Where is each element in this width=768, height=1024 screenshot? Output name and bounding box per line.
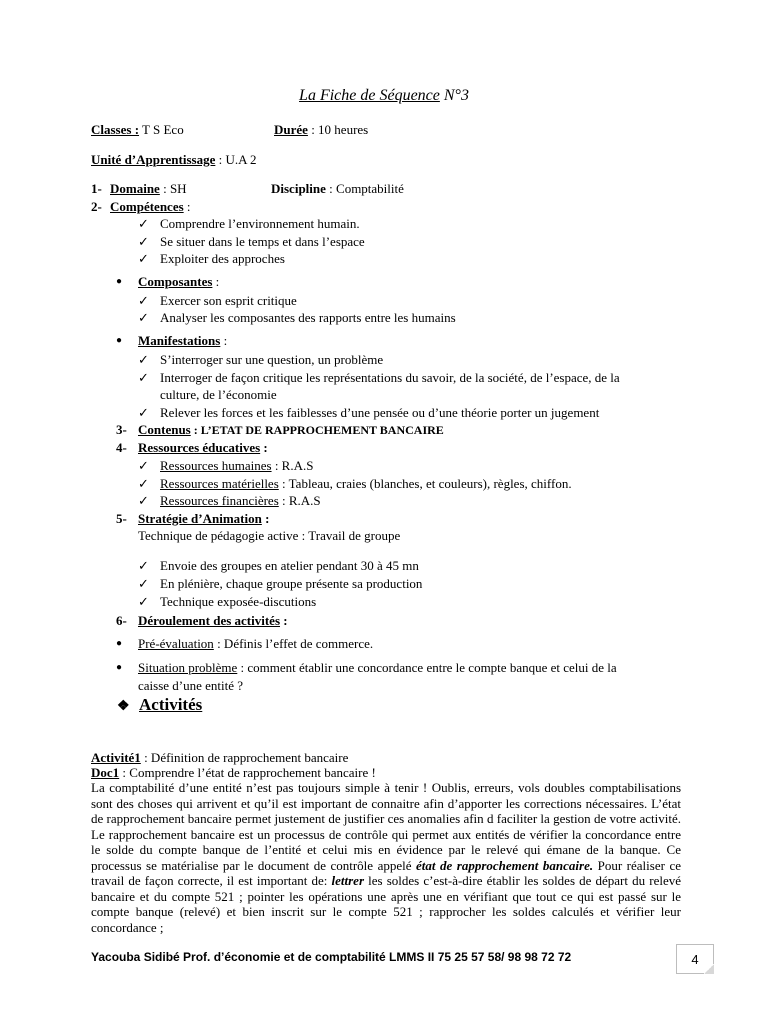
composantes-heading: ● Composantes : xyxy=(116,274,220,289)
page-curl-icon xyxy=(704,964,714,974)
strategie-item: ✓ Envoie des groupes en atelier pendant 30 à 45 mn xyxy=(138,558,419,573)
manifestations-heading: ● Manifestations : xyxy=(116,333,228,348)
section-4-heading: 4- Ressources éducatives : xyxy=(116,440,268,455)
strategie-item: ✓ Technique exposée-discutions xyxy=(138,594,317,609)
pre-evaluation-line: ● Pré-évaluation : Définis l’effet de commerce. xyxy=(116,636,374,651)
doc1-paragraph: La comptabilité d’une entité n’est pas toujours simple à tenir ! Oublis, erreurs, vols doubles comptabilisations sont des choses qui arrivent et qu’il est important de connaitre afin d’apporter les corrections nécessaires. L’état de rapprochement bancaire permet justement de justifier ces anomalies afin d faciliter la gestion de votre activité. Le rapprochement bancaire est un processus de contrôle qui permet aux entités de vérifier la concordance entre le solde du compte banque de l’entité et celui mis en évidence par le relevé qui émane de la banque. Ce processus se matérialise par le document de contrôle appelé état de rapprochement bancaire. Pour réaliser ce travail de façon correcte, il est important de: lettrer les soldes c’est-à-dire établir les soldes de départ du relevé bancaire et du compte 521 ; pointer les opérations une après une en vérifiant que tout ce qui est passé sur le compte banque (relevé) et bien inscrit sur le compte 521 ; rapprocher les soldes calculés et vérifier leur concordance ; xyxy=(91,780,681,935)
page-number: 4 xyxy=(676,944,714,974)
section-1-domaine: 1- Domaine : SH xyxy=(91,181,187,196)
ressource-item: ✓ Ressources financières : R.A.S xyxy=(138,493,321,508)
check-icon: ✓ xyxy=(138,458,149,473)
competence-item: ✓ Comprendre l’environnement humain. xyxy=(138,216,360,231)
ressource-item: ✓ Ressources humaines : R.A.S xyxy=(138,458,314,473)
bullet-icon: ● xyxy=(116,638,123,649)
technique-line: Technique de pédagogie active : Travail de groupe xyxy=(138,528,401,543)
check-icon: ✓ xyxy=(138,476,149,491)
bullet-icon: ● xyxy=(116,276,123,287)
check-icon: ✓ xyxy=(138,216,149,231)
manifestation-item-continuation: culture, de l’économie xyxy=(160,387,277,402)
activite1-line: Activité1 : Définition de rapprochement bancaire xyxy=(91,750,349,765)
situation-probleme-continuation: caisse d’une entité ? xyxy=(138,678,244,693)
page-title: La Fiche de Séquence N°3 xyxy=(299,87,469,104)
check-icon: ✓ xyxy=(138,234,149,249)
check-icon: ✓ xyxy=(138,493,149,508)
strategie-item: ✓ En plénière, chaque groupe présente sa production xyxy=(138,576,423,591)
check-icon: ✓ xyxy=(138,370,149,385)
composante-item: ✓ Exercer son esprit critique xyxy=(138,293,297,308)
classes-line: Classes : T S Eco xyxy=(91,122,184,137)
section-3-contenus: 3- Contenus : L’ETAT DE RAPPROCHEMENT BANCAIRE xyxy=(116,422,444,437)
section-6-heading: 6- Déroulement des activités : xyxy=(116,613,288,628)
bullet-icon: ● xyxy=(116,335,123,346)
section-5-heading: 5- Stratégie d’Animation : xyxy=(116,511,270,526)
check-icon: ✓ xyxy=(138,558,149,573)
footer-author: Yacouba Sidibé Prof. d’économie et de comptabilité LMMS II 75 25 57 58/ 98 98 72 72 xyxy=(91,950,572,964)
situation-probleme-line: ● Situation problème : comment établir une concordance entre le compte banque et celui de la xyxy=(116,660,617,675)
check-icon: ✓ xyxy=(138,405,149,420)
check-icon: ✓ xyxy=(138,251,149,266)
composante-item: ✓ Analyser les composantes des rapports entre les humains xyxy=(138,310,456,325)
check-icon: ✓ xyxy=(138,352,149,367)
manifestation-item: ✓ Interroger de façon critique les représentations du savoir, de la société, de l’espace, de la xyxy=(138,370,620,385)
check-icon: ✓ xyxy=(138,293,149,308)
doc1-line: Doc1 : Comprendre l’état de rapprochement bancaire ! xyxy=(91,765,376,780)
competence-item: ✓ Exploiter des approches xyxy=(138,251,285,266)
section-2-heading: 2- Compétences : xyxy=(91,199,191,214)
section-1-discipline: Discipline : Comptabilité xyxy=(271,181,404,196)
activites-heading: ❖ Activités xyxy=(117,695,203,714)
diamond-bullet-icon: ❖ xyxy=(117,699,130,714)
competence-item: ✓ Se situer dans le temps et dans l’espace xyxy=(138,234,365,249)
duree-line: Durée : 10 heures xyxy=(274,122,369,137)
bullet-icon: ● xyxy=(116,662,123,673)
check-icon: ✓ xyxy=(138,576,149,591)
check-icon: ✓ xyxy=(138,310,149,325)
manifestation-item: ✓ S’interroger sur une question, un problème xyxy=(138,352,384,367)
unite-line: Unité d’Apprentissage : U.A 2 xyxy=(91,152,257,167)
check-icon: ✓ xyxy=(138,594,149,609)
manifestation-item: ✓ Relever les forces et les faiblesses d’une pensée ou d’une théorie porter un jugement xyxy=(138,405,600,420)
ressource-item: ✓ Ressources matérielles : Tableau, craies (blanches, et couleurs), règles, chiffon. xyxy=(138,476,572,491)
